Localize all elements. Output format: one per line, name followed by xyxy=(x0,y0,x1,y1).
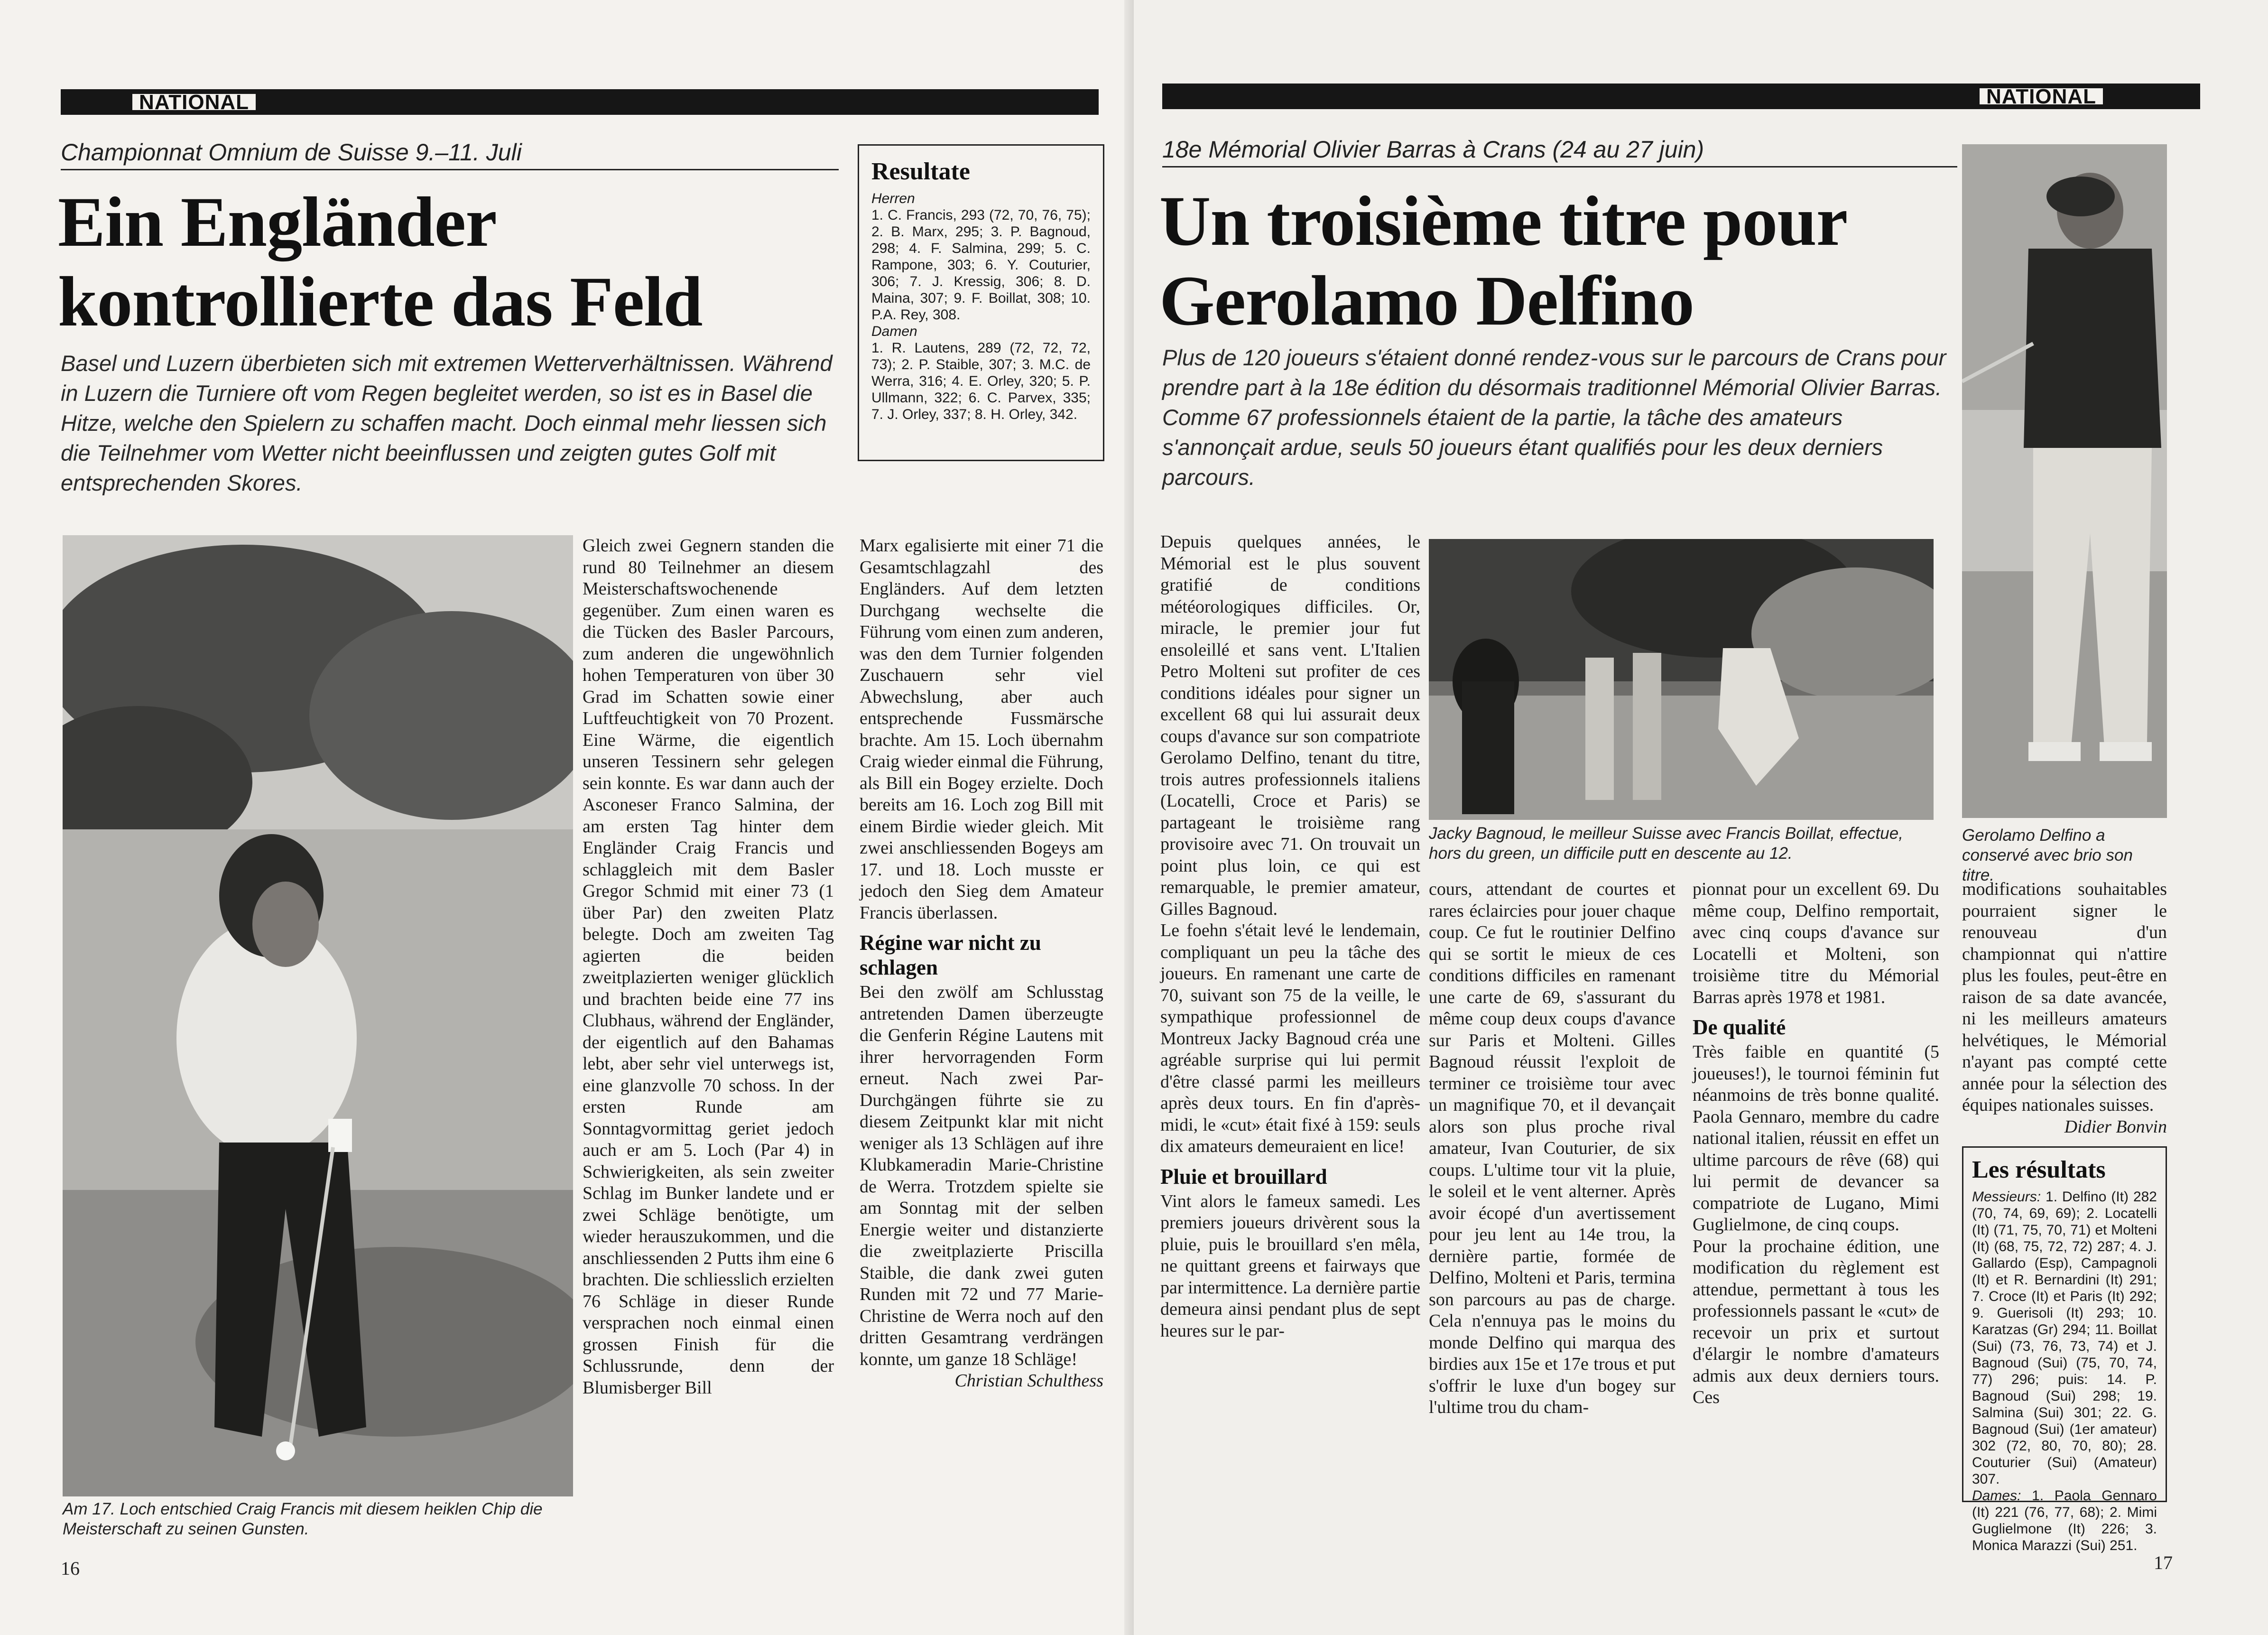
results-dames-label: Dames: xyxy=(1972,1488,2021,1504)
results-messieurs-text: 1. Delfino (It) 282 (70, 74, 69, 69); 2. Locatelli (It) (71, 75, 70, 71) et Molteni (It) (68, 75, 72, 72) 287; 4. J. Gallardo (Esp), Campagnoli (It) et R. Bernardini (It) 291; 7. Croce (It) et Paris (It) 292; 9. Guerisoli (It) 293; 10. Karatzas (Gr) 294; 11. Boillat (Sui) (73, 76, 73, 74) et J. Bagnoud (Sui) (75, 70, 74, 77) 296; puis: 14. P. Bagnoud (Sui) 298; 19. Salmina (Sui) 301; 22. G. Bagnoud (Sui) (1er amateur) 302 (72, 80, 70, 80); 28. Couturier (Sui) (Amateur) 307. xyxy=(1972,1189,2157,1487)
right-page xyxy=(1134,0,2268,1635)
results-messieurs-label: Messieurs: xyxy=(1972,1189,2041,1205)
column-text: Gleich zwei Gegnern standen die rund 80 Teilnehmer an diesem Meisterschaftswochenende gegenüber. Zum einen waren es die Tücken des Basler Parcours, zum anderen die ungewöhnlich hohen Temperaturen von über 30 Grad im Schatten sowie einer Luftfeuchtigkeit von 70 Prozent. Eine Wärme, die eigentlich unseren Tessinern sehr gelegen sein konnte. Es war dann auch der Asconeser Franco Salmina, der am ersten Tag hinter dem Engländer Craig Francis und schlaggleich mit dem Basler Gregor Schmid mit einer 73 (1 über Par) den zweiten Platz belegte. Doch am zweiten Tag agierten die beiden zweitplazierten weniger glücklich und brachten beide eine 77 ins Clubhaus, während der Engländer, der eigentlich auf den Bahamas lebt, aber sehr viel unterwegs ist, eine glanzvolle 70 schoss. In der ersten Runde am Sonntagvormittag geriet jedoch auch er am 5. Loch (Par 4) in Schwierigkeiten, als sein zweiter Schlag im Bunker landete und er zwei Schläge benötigte, um wieder herauszukommen, und die anschliessenden 2 Putts ihm eine 6 brachten. Die schliesslich erzielten 76 Schläge in dieser Runde versprachen noch einmal einen grossen Finish für die Schlussrunde, denn der Blumisberger Bill xyxy=(583,536,834,1398)
column-text: Très faible en quantité (5 joueuses!), le tournoi féminin fut néanmoins de très bonne qualité. Paola Gennaro, membre du cadre national italien, réussit en effet un ultime parcours de rêve (68) qui lui permit de devancer sa compatriote de Lugano, Mimi Guglielmone, de cinq coups. xyxy=(1693,1042,1939,1235)
article-column-4 xyxy=(1962,879,2167,1138)
column-text: cours, attendant de courtes et rares éclaircies pour jouer chaque coup. Ce fut le routinier Delfino qui se sortit le mieux de ces conditions difficiles en ramenant une carte de 69, s'assurant du même coup deux coups d'avance sur Paris et Molteni. Gilles Bagnoud réussit l'exploit de terminer ce troisième tour avec un magnifique 70, et il devançait alors son plus proche rival amateur, Ivan Couturier, de six coups. L'ultime tour vit la pluie, le soleil et le vent alterner. Après avoir écopé d'un avertissement pour jeu lent au 14e trou, la dernière partie, formée de Delfino, Molteni et Paris, termina son parcours au pas de charge. Cela n'ennuya pas le moins du monde Delfino qui marqua des birdies aux 15e et 17e trous et put s'offrir le luxe d'un bogey sur l'ultime trou du cham- xyxy=(1429,879,1676,1417)
results-herren: 1. C. Francis, 293 (72, 70, 76, 75); 2. B. Marx, 295; 3. P. Bagnoud, 298; 4. F. Salmina, 299; 5. C. Rampone, 303; 6. Y. Couturier, 306; 7. J. Kressig, 306; 8. D. Maina, 307; 9. F. Boillat, 308; 10. P.A. Rey, 308. xyxy=(871,207,1091,323)
golfer-follow-through-photo xyxy=(1962,144,2167,818)
kicker-rule xyxy=(1162,166,1957,167)
column-text: Pour la prochaine édition, une modification du règlement est attendue, permettant à tous les professionnels passant le «cut» de recevoir un prix et surtout d'élargir le nombre d'amateurs admis aux deux derniers tours. Ces xyxy=(1693,1236,1939,1407)
article-column-2 xyxy=(860,535,1103,1392)
article-column-1 xyxy=(1160,531,1420,1342)
results-herren-label: Herren xyxy=(871,191,915,206)
column-text: Depuis quelques années, le Mémorial est le plus souvent gratifié de conditions météorologiques difficiles. Or, miracle, le premier jour fut ensoleillé et sans vent. L'Italien Petro Molteni sut profiter de ces conditions idéales pour signer un excellent 68 qui lui assurait deux coups d'avance sur son compatriote Gerolamo Delfino, tenant du titre, trois autres professionnels italiens (Locatelli, Croce et Paris) se partageant le troisième rang provisoire avec 71. On trouvait un point plus loin, ce qui est remarquable, le premier amateur, Gilles Bagnoud. xyxy=(1160,532,1420,919)
headline-line-1: Ein Engländer xyxy=(58,183,497,261)
photo-caption: Am 17. Loch entschied Craig Francis mit diesem heiklen Chip die Meisterschaft zu seinen Gunsten. xyxy=(63,1500,543,1538)
author-signature: Christian Schulthess xyxy=(954,1371,1103,1391)
results-dames-text: 1. Paola Gennaro (It) 221 (76, 77, 68); 2. Mimi Guglielmone (It) 226; 3. Monica Marazzi (Sui) 251. xyxy=(1972,1488,2157,1553)
photo-art xyxy=(63,535,573,1496)
kicker-rule xyxy=(61,169,839,170)
column-text: pionnat pour un excellent 69. Du même coup, Delfino remportait, avec cinq coups d'avance sur Locatelli et Molteni, son troisième titre du Mémorial Barras après 1978 et 1981. xyxy=(1693,879,1939,1007)
subhead: Pluie et brouillard xyxy=(1160,1164,1327,1189)
lede: Plus de 120 joueurs s'étaient donné rendez-vous sur le parcours de Crans pour prendre part à la 18e édition du désormais traditionnel Mémorial Olivier Barras. Comme 67 professionnels étaient de la partie, la tâche des amateurs s'annonçait ardue, seuls 50 joueurs étant qualifiés pour les deux derniers parcours. xyxy=(1162,345,1946,490)
page-number: 17 xyxy=(2154,1552,2173,1573)
headline xyxy=(58,182,845,342)
kicker: Championnat Omnium de Suisse 9.–11. Juli xyxy=(61,139,522,166)
section-tag: NATIONAL xyxy=(1978,87,2104,106)
article-column-3 xyxy=(1693,879,1939,1409)
photo-caption: Gerolamo Delfino a conservé avec brio son titre. xyxy=(1962,826,2133,884)
subhead: Régine war nicht zu schlagen xyxy=(860,931,1041,979)
column-text: Le foehn s'était levé le lendemain, compliquant un peu la tâche des joueurs. En ramenant une carte de 70, suivant son 75 de la veille, le sympathique professionnel de Montreux Jacky Bagnoud créa une agréable surprise qui lui permit d'être classé parmi les meilleurs après deux tours. En fin d'après-midi, le «cut» était fixé à 159: seuls dix amateurs demeuraient en lice! xyxy=(1160,920,1420,1156)
results-dames xyxy=(1972,1487,2157,1554)
results-damen-label: Damen xyxy=(871,324,917,339)
photo-caption: Jacky Bagnoud, le meilleur Suisse avec Francis Boillat, effectue, hors du green, un difficile putt en descente au 12. xyxy=(1429,824,1903,863)
results-messieurs xyxy=(1972,1189,2157,1487)
column-text: Vint alors le fameux samedi. Les premiers joueurs drivèrent sous la pluie, puis le brouillard s'en mêla, ne quittant greens et fairways que par intermittence. La dernière partie demeura ainsi pendant plus de sept heures sur le par- xyxy=(1160,1191,1420,1341)
column-text: Bei den zwölf am Schlusstag antretenden Damen überzeugte die Genferin Régine Lautens mit ihrer hervorragenden Form erneut. Nach zwei Par-Durchgängen führte sie zu diesem Zeitpunkt klar mit nicht weniger als 13 Schlägen auf ihre Klubkameradin Marie-Christine de Werra. Trotzdem spielte sie am Sonntag mit der selben Energie weiter und distanzierte die zweitplazierte Priscilla Staible, die dank zwei guten Runden mit 72 und 77 Marie-Christine de Werra noch auf den dritten Gesamtrang verdrängen konnte, um ganze 18 Schläge! xyxy=(860,982,1103,1369)
headline-line-2: Gerolamo Delfino xyxy=(1159,261,1694,340)
headline-line-1: Un troisième titre pour xyxy=(1159,182,1848,260)
column-text: Marx egalisierte mit einer 71 die Gesamtschlagzahl des Engländers. Auf dem letzten Durchgang wechselte die Führung vom einen zum anderen, was den dem Turnier folgenden Zuschauern sehr viel Abwechslung, aber auch entsprechende Fussmärsche brachte. Am 15. Loch übernahm Craig wieder einmal die Führung, als Bill ein Bogey erzielte. Doch bereits am 16. Loch zog Bill mit einem Birdie wieder gleich. Mit zwei anschliessenden Bogeys am 17. und 18. Loch musste er jedoch den Sieg dem Amateur Francis überlassen. xyxy=(860,536,1103,923)
golfer-chipping-photo xyxy=(63,535,573,1496)
results-damen: 1. R. Lautens, 289 (72, 72, 72, 73); 2. P. Staible, 307; 3. M.C. de Werra, 316; 4. E. Orley, 320; 5. P. Ullmann, 322; 6. C. Parvex, 335; 7. J. Orley, 337; 8. H. Orley, 342. xyxy=(871,340,1091,422)
headline xyxy=(1159,181,1966,341)
headline-line-2: kontrollierte das Feld xyxy=(58,262,703,341)
results-box xyxy=(858,144,1104,461)
results-box xyxy=(1962,1146,2167,1553)
results-title: Resultate xyxy=(871,158,970,185)
lede: Basel und Luzern überbieten sich mit extremen Wetterverhältnissen. Während in Luzern die Turniere oft vom Regen begleitet werden, so ist es in Basel die Hitze, welche den Spielern zu schaffen macht. Doch einmal mehr liessen sich die Teilnehmer vom Wetter nicht beeinflussen und zeigten gutes Golf mit entsprechenden Skores. xyxy=(61,351,833,495)
players-on-green-photo xyxy=(1429,539,1934,820)
photo-art xyxy=(1962,144,2167,818)
author-signature: Didier Bonvin xyxy=(2064,1116,2167,1137)
photo-art xyxy=(1429,539,1934,820)
subhead: De qualité xyxy=(1693,1015,1786,1039)
column-text: modifications souhaitables pourraient signer le renouveau d'un championnat qui n'attire plus les foules, peut-être en raison de sa date avancée, ni les meilleurs amateurs helvétiques, le Mémorial n'ayant pas compté cette année pour la sélection des équipes nationales suisses. xyxy=(1962,879,2167,1115)
article-column-1 xyxy=(583,535,834,1399)
results-title: Les résultats xyxy=(1972,1156,2106,1183)
section-tag: NATIONAL xyxy=(131,93,257,111)
kicker: 18e Mémorial Olivier Barras à Crans (24 au 27 juin) xyxy=(1162,136,1704,163)
page-number: 16 xyxy=(61,1558,80,1579)
article-column-2 xyxy=(1429,879,1676,1419)
